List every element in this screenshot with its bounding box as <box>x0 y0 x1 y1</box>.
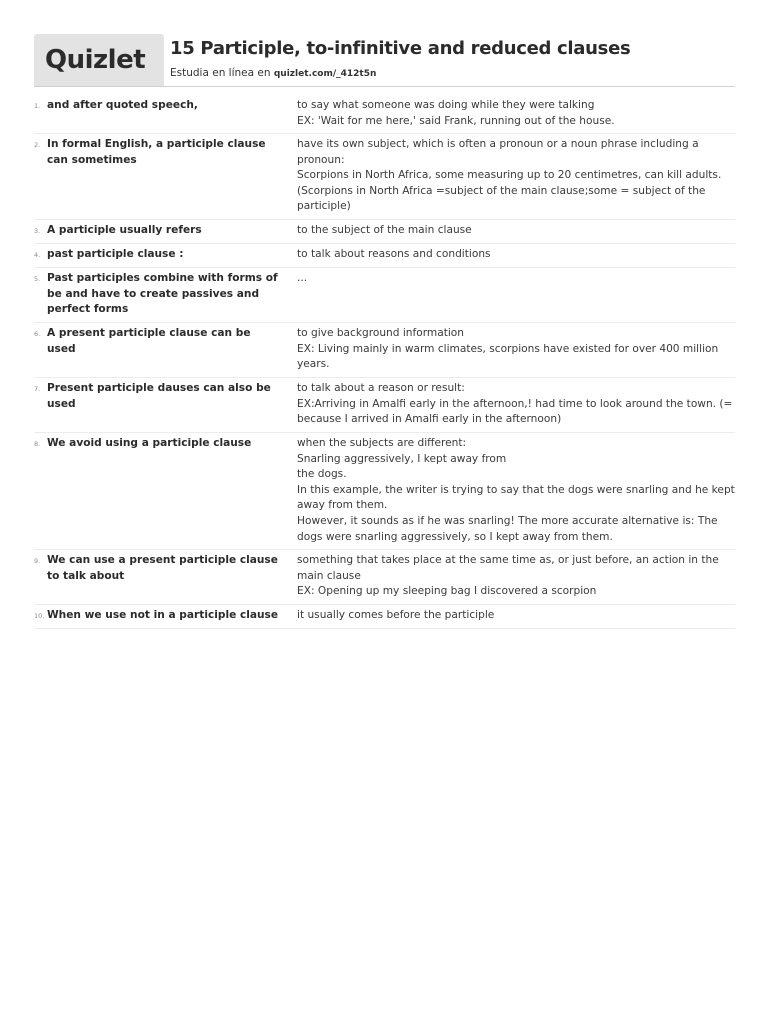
card-number: 5. <box>34 275 41 283</box>
flashcard-list <box>34 95 735 629</box>
card-definition <box>297 247 737 263</box>
card-definition <box>297 608 737 624</box>
card-term: and after quoted speech, <box>47 99 198 111</box>
card-definition <box>297 223 737 239</box>
definition-line: Scorpions in North Africa, some measuring up to 20 centimetres, can kill adults. <box>297 169 722 182</box>
card-number: 3. <box>34 227 41 235</box>
card-number: 9. <box>34 557 41 565</box>
definition-line: Snarling aggressively, I kept away from <box>297 452 507 465</box>
card-definition <box>297 553 737 600</box>
card-term: Past participles combine with forms of be and have to create passives and perfect forms <box>47 272 278 316</box>
page-title: 15 Participle, to-infinitive and reduced clauses <box>170 38 631 59</box>
definition-line: However, it sounds as if he was snarling! The more accurate alternative is: The dogs were snarling aggressively, so I kept away from them. <box>297 514 718 543</box>
logo-text: Quizlet <box>45 45 146 75</box>
definition-line: something that takes place at the same time as, or just before, an action in the main clause <box>297 554 719 582</box>
quizlet-url-link[interactable]: quizlet.com/_412t5n <box>273 69 377 79</box>
card-term: Present participle dauses can also be used <box>47 382 271 410</box>
definition-line: when the subjects are different: <box>297 437 467 449</box>
definition-line: EX: Living mainly in warm climates, scorpions have existed for over 400 million years. <box>297 342 719 371</box>
study-online-line <box>170 66 376 81</box>
definition-line: the dogs. <box>297 468 347 481</box>
definition-line: EX: Opening up my sleeping bag I discovered a scorpion <box>297 585 597 598</box>
flashcard-row <box>34 605 735 629</box>
card-number: 6. <box>34 330 41 338</box>
flashcard-row <box>34 433 735 550</box>
flashcard-row <box>34 550 735 605</box>
flashcard-row <box>34 244 735 268</box>
page-header <box>34 34 735 87</box>
definition-line: to the subject of the main clause <box>297 224 472 236</box>
card-definition <box>297 326 737 373</box>
flashcard-row <box>34 323 735 378</box>
definition-line: EX: 'Wait for me here,' said Frank, running out of the house. <box>297 114 615 127</box>
card-term: A present participle clause can be used <box>47 327 251 355</box>
card-term: A participle usually refers <box>47 224 202 236</box>
card-number: 4. <box>34 251 41 259</box>
flashcard-row <box>34 95 735 134</box>
card-number: 1. <box>34 102 41 110</box>
card-definition <box>297 98 737 129</box>
card-definition <box>297 381 737 428</box>
definition-line: have its own subject, which is often a pronoun or a noun phrase including a pronoun: <box>297 138 699 166</box>
card-number: 8. <box>34 440 41 448</box>
card-definition <box>297 436 737 545</box>
card-term: We avoid using a participle clause <box>47 437 252 449</box>
card-term: We can use a present participle clause to talk about <box>47 554 278 582</box>
flashcard-row <box>34 134 735 220</box>
definition-line: to give background information <box>297 327 464 339</box>
card-definition <box>297 271 737 287</box>
flashcard-row <box>34 378 735 433</box>
card-term: In formal English, a participle clause can sometimes <box>47 138 266 166</box>
card-definition <box>297 137 737 215</box>
card-number: 7. <box>34 385 41 393</box>
definition-line: (Scorpions in North Africa =subject of the main clause;some = subject of the participle) <box>297 184 706 213</box>
definition-line: EX:Arriving in Amalfi early in the afternoon,! had time to look around the town. (= because I arrived in Amalfi early in the afternoon) <box>297 397 733 426</box>
definition-line: In this example, the writer is trying to say that the dogs were snarling and he kept away from them. <box>297 483 735 512</box>
definition-line: to talk about reasons and conditions <box>297 248 491 260</box>
flashcard-row <box>34 220 735 244</box>
subtitle-prefix: Estudia en línea en <box>170 67 274 79</box>
card-term: When we use not in a participle clause <box>47 609 279 621</box>
card-term: past participle clause : <box>47 248 184 260</box>
quizlet-logo[interactable] <box>34 34 164 86</box>
definition-line: to talk about a reason or result: <box>297 382 465 394</box>
card-number: 2. <box>34 141 41 149</box>
definition-line: to say what someone was doing while they were talking <box>297 99 595 111</box>
definition-line: ... <box>297 272 308 284</box>
definition-line: it usually comes before the participle <box>297 609 495 621</box>
flashcard-row <box>34 268 735 323</box>
card-number: 10. <box>34 612 45 620</box>
